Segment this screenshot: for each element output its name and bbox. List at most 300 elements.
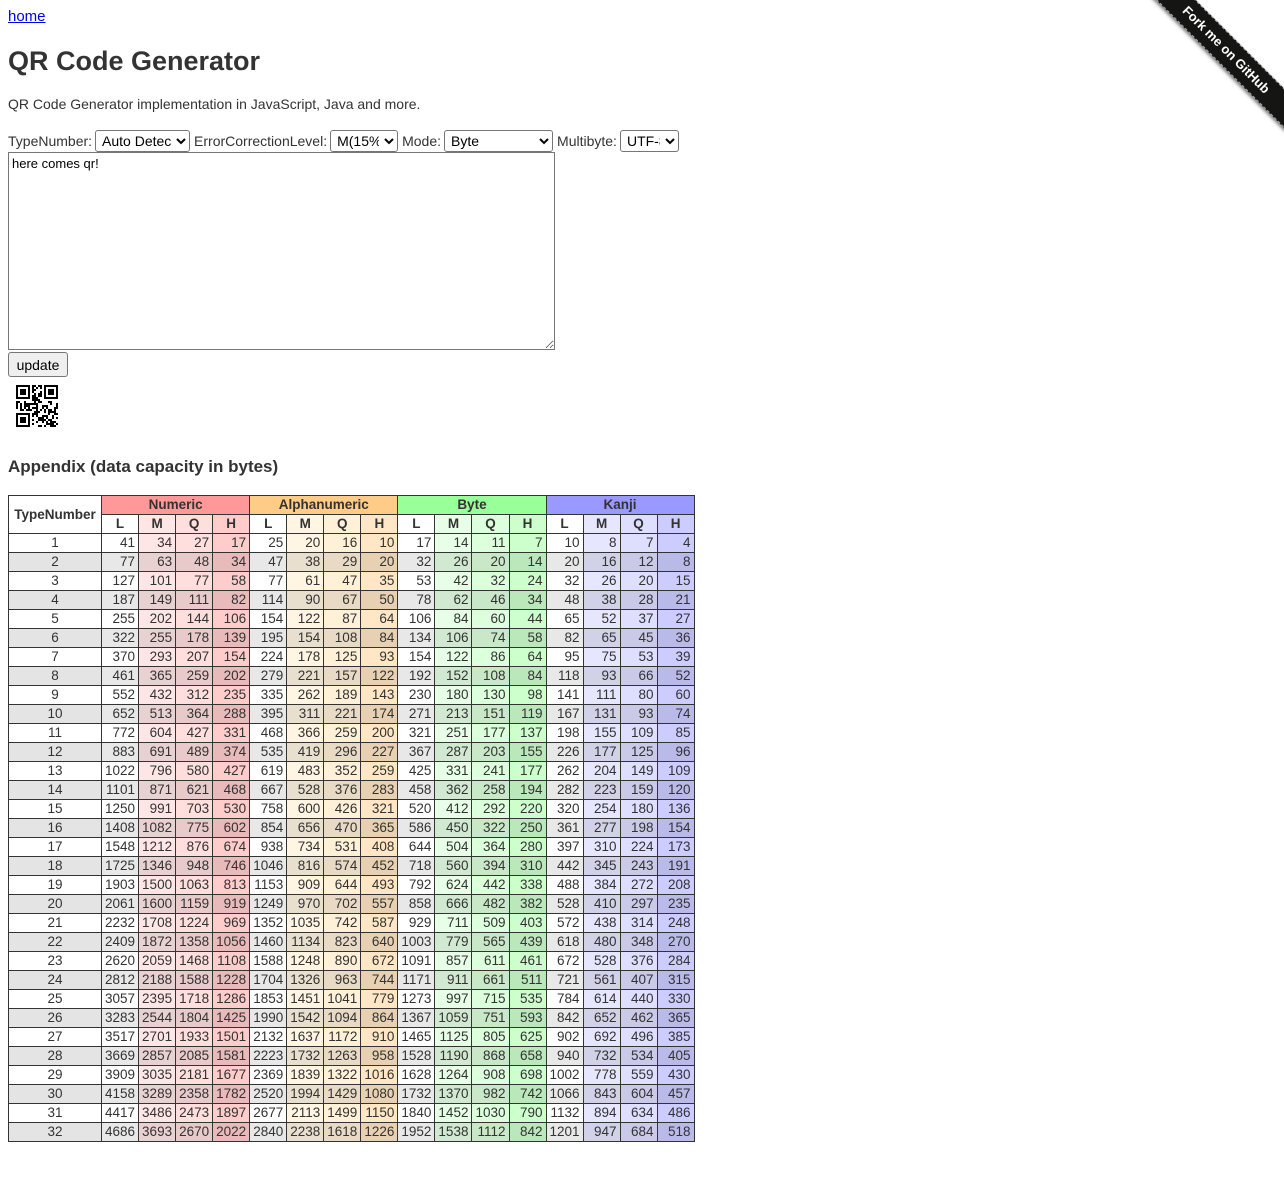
capacity-cell: 2670: [176, 1123, 213, 1142]
capacity-cell: 658: [509, 1047, 546, 1066]
level-header: H: [509, 515, 546, 534]
table-row: [9, 610, 695, 629]
capacity-cell: 430: [657, 1066, 694, 1085]
capacity-cell: 493: [361, 876, 398, 895]
capacity-cell: 154: [657, 819, 694, 838]
capacity-cell: 528: [546, 895, 583, 914]
capacity-cell: 412: [435, 800, 472, 819]
capacity-cell: 178: [176, 629, 213, 648]
capacity-cell: 109: [657, 762, 694, 781]
capacity-cell: 136: [657, 800, 694, 819]
capacity-cell: 470: [324, 819, 361, 838]
capacity-cell: 602: [213, 819, 250, 838]
capacity-cell: 611: [472, 952, 509, 971]
capacity-cell: 34: [509, 591, 546, 610]
capacity-cell: 1248: [287, 952, 324, 971]
capacity-cell: 461: [102, 667, 139, 686]
home-link[interactable]: home: [8, 8, 46, 25]
capacity-cell: 2473: [176, 1104, 213, 1123]
capacity-cell: 322: [472, 819, 509, 838]
table-row: [9, 971, 695, 990]
capacity-cell: 634: [620, 1104, 657, 1123]
table-row: [9, 572, 695, 591]
capacity-cell: 155: [583, 724, 620, 743]
capacity-cell: 310: [583, 838, 620, 857]
capacity-cell: 39: [657, 648, 694, 667]
capacity-cell: 640: [361, 933, 398, 952]
capacity-cell: 200: [361, 724, 398, 743]
capacity-cell: 106: [213, 610, 250, 629]
capacity-cell: 111: [583, 686, 620, 705]
capacity-cell: 1190: [435, 1047, 472, 1066]
capacity-cell: 482: [472, 895, 509, 914]
capacity-cell: 1201: [546, 1123, 583, 1142]
capacity-cell: 32: [472, 572, 509, 591]
qr-code-graphic: [16, 385, 58, 427]
capacity-cell: 382: [509, 895, 546, 914]
capacity-cell: 1108: [213, 952, 250, 971]
table-row: [9, 762, 695, 781]
table-row: [9, 553, 695, 572]
capacity-cell: 621: [176, 781, 213, 800]
capacity-cell: 224: [250, 648, 287, 667]
update-button[interactable]: update: [8, 352, 68, 377]
capacity-cell: 1212: [139, 838, 176, 857]
capacity-cell: 376: [620, 952, 657, 971]
capacity-cell: 259: [324, 724, 361, 743]
capacity-cell: 1370: [435, 1085, 472, 1104]
capacity-cell: 1172: [324, 1028, 361, 1047]
table-row: [9, 1085, 695, 1104]
capacity-cell: 45: [620, 629, 657, 648]
table-row: [9, 1047, 695, 1066]
capacity-cell: 511: [509, 971, 546, 990]
capacity-cell: 82: [213, 591, 250, 610]
capacity-cell: 3035: [139, 1066, 176, 1085]
capacity-cell: 262: [287, 686, 324, 705]
capacity-cell: 3669: [102, 1047, 139, 1066]
capacity-cell: 312: [176, 686, 213, 705]
capacity-cell: 345: [583, 857, 620, 876]
capacity-cell: 1273: [398, 990, 435, 1009]
table-row: [9, 1104, 695, 1123]
capacity-cell: 407: [620, 971, 657, 990]
capacity-cell: 480: [583, 933, 620, 952]
capacity-cell: 461: [509, 952, 546, 971]
capacity-cell: 427: [176, 724, 213, 743]
capacity-cell: 1933: [176, 1028, 213, 1047]
capacity-cell: 60: [472, 610, 509, 629]
table-row: [9, 705, 695, 724]
capacity-cell: 221: [287, 667, 324, 686]
capacity-cell: 1041: [324, 990, 361, 1009]
capacity-cell: 644: [398, 838, 435, 857]
capacity-cell: 106: [398, 610, 435, 629]
capacity-cell: 784: [546, 990, 583, 1009]
capacity-cell: 311: [287, 705, 324, 724]
capacity-cell: 560: [435, 857, 472, 876]
capacity-cell: 2238: [287, 1123, 324, 1142]
capacity-cell: 2085: [176, 1047, 213, 1066]
capacity-cell: 192: [398, 667, 435, 686]
capacity-cell: 154: [287, 629, 324, 648]
capacity-cell: 947: [583, 1123, 620, 1142]
capacity-cell: 652: [583, 1009, 620, 1028]
capacity-cell: 149: [620, 762, 657, 781]
capacity-cell: 2701: [139, 1028, 176, 1047]
capacity-cell: 910: [361, 1028, 398, 1047]
capacity-cell: 1677: [213, 1066, 250, 1085]
capacity-cell: 1872: [139, 933, 176, 952]
capacity-cell: 335: [250, 686, 287, 705]
capacity-cell: 152: [435, 667, 472, 686]
level-header: M: [139, 515, 176, 534]
capacity-cell: 134: [398, 629, 435, 648]
capacity-cell: 1352: [250, 914, 287, 933]
capacity-cell: 894: [583, 1104, 620, 1123]
capacity-cell: 758: [250, 800, 287, 819]
capacity-cell: 230: [398, 686, 435, 705]
capacity-cell: 1588: [176, 971, 213, 990]
table-row: [9, 1009, 695, 1028]
capacity-cell: 531: [324, 838, 361, 857]
capacity-cell: 64: [509, 648, 546, 667]
capacity-cell: 483: [287, 762, 324, 781]
capacity-cell: 2620: [102, 952, 139, 971]
capacity-cell: 143: [361, 686, 398, 705]
capacity-cell: 919: [213, 895, 250, 914]
capacity-cell: 271: [398, 705, 435, 724]
capacity-cell: 2840: [250, 1123, 287, 1142]
capacity-cell: 970: [287, 895, 324, 914]
capacity-cell: 574: [324, 857, 361, 876]
capacity-cell: 672: [546, 952, 583, 971]
capacity-cell: 1056: [213, 933, 250, 952]
capacity-cell: 20: [620, 572, 657, 591]
capacity-cell: 1725: [102, 857, 139, 876]
capacity-cell: 38: [287, 553, 324, 572]
capacity-cell: 352: [324, 762, 361, 781]
capacity-cell: 376: [324, 781, 361, 800]
capacity-cell: 744: [361, 971, 398, 990]
capacity-cell: 1134: [287, 933, 324, 952]
capacity-cell: 16: [324, 534, 361, 553]
capacity-cell: 78: [398, 591, 435, 610]
type-number-label: TypeNumber:: [8, 133, 93, 149]
capacity-cell: 24: [509, 572, 546, 591]
capacity-cell: 67: [324, 591, 361, 610]
capacity-cell: 902: [546, 1028, 583, 1047]
level-header: H: [213, 515, 250, 534]
capacity-cell: 534: [620, 1047, 657, 1066]
type-number-cell: 30: [9, 1085, 102, 1104]
capacity-cell: 130: [472, 686, 509, 705]
capacity-cell: 25: [250, 534, 287, 553]
multibyte-select[interactable]: [620, 130, 679, 152]
capacity-cell: 366: [287, 724, 324, 743]
capacity-cell: 1094: [324, 1009, 361, 1028]
capacity-cell: 489: [176, 743, 213, 762]
capacity-cell: 452: [361, 857, 398, 876]
capacity-cell: 796: [139, 762, 176, 781]
capacity-cell: 65: [546, 610, 583, 629]
capacity-cell: 618: [546, 933, 583, 952]
capacity-cell: 180: [620, 800, 657, 819]
capacity-cell: 559: [620, 1066, 657, 1085]
capacity-cell: 751: [472, 1009, 509, 1028]
capacity-cell: 198: [620, 819, 657, 838]
type-number-cell: 20: [9, 895, 102, 914]
capacity-cell: 1132: [546, 1104, 583, 1123]
capacity-cell: 203: [472, 743, 509, 762]
capacity-cell: 909: [287, 876, 324, 895]
level-header: Q: [472, 515, 509, 534]
capacity-cell: 1637: [287, 1028, 324, 1047]
capacity-cell: 948: [176, 857, 213, 876]
capacity-cell: 189: [324, 686, 361, 705]
capacity-cell: 1322: [324, 1066, 361, 1085]
level-header: Q: [324, 515, 361, 534]
capacity-cell: 940: [546, 1047, 583, 1066]
type-number-cell: 4: [9, 591, 102, 610]
capacity-cell: 572: [546, 914, 583, 933]
capacity-cell: 213: [435, 705, 472, 724]
capacity-cell: 661: [472, 971, 509, 990]
capacity-cell: 64: [361, 610, 398, 629]
capacity-cell: 284: [657, 952, 694, 971]
capacity-cell: 1618: [324, 1123, 361, 1142]
capacity-cell: 715: [472, 990, 509, 1009]
capacity-cell: 721: [546, 971, 583, 990]
type-number-cell: 18: [9, 857, 102, 876]
capacity-cell: 1501: [213, 1028, 250, 1047]
capacity-cell: 1101: [102, 781, 139, 800]
capacity-cell: 3283: [102, 1009, 139, 1028]
capacity-cell: 174: [361, 705, 398, 724]
capacity-cell: 2812: [102, 971, 139, 990]
capacity-cell: 2544: [139, 1009, 176, 1028]
capacity-cell: 1628: [398, 1066, 435, 1085]
capacity-cell: 3517: [102, 1028, 139, 1047]
capacity-cell: 177: [583, 743, 620, 762]
capacity-cell: 154: [398, 648, 435, 667]
capacity-cell: 297: [620, 895, 657, 914]
capacity-cell: 48: [176, 553, 213, 572]
capacity-cell: 1046: [250, 857, 287, 876]
capacity-cell: 600: [287, 800, 324, 819]
capacity-cell: 1030: [472, 1104, 509, 1123]
capacity-cell: 1082: [139, 819, 176, 838]
capacity-cell: 552: [102, 686, 139, 705]
capacity-cell: 1718: [176, 990, 213, 1009]
type-number-cell: 25: [9, 990, 102, 1009]
capacity-cell: 167: [546, 705, 583, 724]
table-row: [9, 1066, 695, 1085]
capacity-cell: 1460: [250, 933, 287, 952]
capacity-cell: 292: [472, 800, 509, 819]
capacity-cell: 362: [435, 781, 472, 800]
group-header: Alphanumeric: [250, 496, 398, 515]
level-header: Q: [176, 515, 213, 534]
type-number-cell: 9: [9, 686, 102, 705]
capacity-cell: 843: [583, 1085, 620, 1104]
capacity-cell: 427: [213, 762, 250, 781]
capacity-cell: 969: [213, 914, 250, 933]
capacity-cell: 395: [250, 705, 287, 724]
capacity-cell: 1548: [102, 838, 139, 857]
capacity-cell: 457: [657, 1085, 694, 1104]
capacity-cell: 890: [324, 952, 361, 971]
capacity-cell: 805: [472, 1028, 509, 1047]
capacity-cell: 528: [287, 781, 324, 800]
type-number-cell: 21: [9, 914, 102, 933]
capacity-cell: 32: [398, 553, 435, 572]
capacity-cell: 155: [509, 743, 546, 762]
capacity-cell: 468: [213, 781, 250, 800]
capacity-cell: 15: [657, 572, 694, 591]
type-number-cell: 26: [9, 1009, 102, 1028]
capacity-cell: 122: [287, 610, 324, 629]
capacity-cell: 248: [657, 914, 694, 933]
table-row: [9, 591, 695, 610]
qr-text-input[interactable]: [8, 152, 555, 350]
capacity-cell: 842: [509, 1123, 546, 1142]
capacity-cell: 74: [472, 629, 509, 648]
capacity-cell: 1150: [361, 1104, 398, 1123]
capacity-cell: 26: [583, 572, 620, 591]
capacity-cell: 587: [361, 914, 398, 933]
capacity-cell: 173: [657, 838, 694, 857]
capacity-cell: 338: [509, 876, 546, 895]
capacity-cell: 1249: [250, 895, 287, 914]
capacity-cell: 2188: [139, 971, 176, 990]
capacity-cell: 137: [509, 724, 546, 743]
capacity-cell: 243: [620, 857, 657, 876]
capacity-cell: 53: [398, 572, 435, 591]
capacity-cell: 1732: [398, 1085, 435, 1104]
capacity-cell: 403: [509, 914, 546, 933]
capacity-cell: 746: [213, 857, 250, 876]
mode-select[interactable]: [444, 130, 553, 152]
capacity-cell: 119: [509, 705, 546, 724]
capacity-cell: 1171: [398, 971, 435, 990]
type-number-cell: 24: [9, 971, 102, 990]
capacity-cell: 1003: [398, 933, 435, 952]
fork-on-github-ribbon[interactable]: [1135, 0, 1284, 149]
capacity-cell: 405: [657, 1047, 694, 1066]
capacity-cell: 221: [324, 705, 361, 724]
capacity-cell: 41: [102, 534, 139, 553]
capacity-cell: 87: [324, 610, 361, 629]
capacity-cell: 1542: [287, 1009, 324, 1028]
capacity-cell: 1159: [176, 895, 213, 914]
capacity-cell: 277: [583, 819, 620, 838]
capacity-cell: 93: [583, 667, 620, 686]
capacity-cell: 32: [546, 572, 583, 591]
capacity-cell: 47: [324, 572, 361, 591]
capacity-cell: 565: [472, 933, 509, 952]
type-number-cell: 29: [9, 1066, 102, 1085]
capacity-cell: 198: [546, 724, 583, 743]
capacity-cell: 10: [361, 534, 398, 553]
capacity-cell: 50: [361, 591, 398, 610]
type-number-select[interactable]: [95, 130, 190, 152]
capacity-cell: 348: [620, 933, 657, 952]
capacity-cell: 711: [435, 914, 472, 933]
capacity-cell: 52: [583, 610, 620, 629]
fork-ribbon-label: Fork me on GitHub: [1145, 0, 1284, 131]
capacity-cell: 204: [583, 762, 620, 781]
type-number-cell: 2: [9, 553, 102, 572]
capacity-cell: 361: [546, 819, 583, 838]
capacity-cell: 586: [398, 819, 435, 838]
capacity-cell: 742: [324, 914, 361, 933]
capacity-cell: 14: [435, 534, 472, 553]
error-correction-select[interactable]: [330, 130, 398, 152]
capacity-cell: 1708: [139, 914, 176, 933]
capacity-cell: 127: [102, 572, 139, 591]
capacity-cell: 320: [546, 800, 583, 819]
capacity-cell: 58: [213, 572, 250, 591]
capacity-cell: 36: [657, 629, 694, 648]
capacity-cell: 1588: [250, 952, 287, 971]
capacity-cell: 259: [176, 667, 213, 686]
capacity-cell: 270: [657, 933, 694, 952]
capacity-cell: 2677: [250, 1104, 287, 1123]
capacity-cell: 29: [324, 553, 361, 572]
capacity-cell: 779: [435, 933, 472, 952]
page-title: QR Code Generator: [8, 46, 261, 76]
capacity-cell: 718: [398, 857, 435, 876]
capacity-cell: 20: [287, 534, 324, 553]
capacity-cell: 315: [657, 971, 694, 990]
capacity-cell: 282: [546, 781, 583, 800]
capacity-cell: 177: [472, 724, 509, 743]
level-header-row: [9, 515, 695, 534]
capacity-cell: 27: [657, 610, 694, 629]
capacity-cell: 74: [657, 705, 694, 724]
table-row: [9, 895, 695, 914]
capacity-cell: 120: [657, 781, 694, 800]
capacity-cell: 1153: [250, 876, 287, 895]
capacity-cell: 619: [250, 762, 287, 781]
capacity-cell: 258: [472, 781, 509, 800]
capacity-cell: 1500: [139, 876, 176, 895]
capacity-cell: 1600: [139, 895, 176, 914]
type-number-cell: 22: [9, 933, 102, 952]
capacity-cell: 1002: [546, 1066, 583, 1085]
table-row: [9, 990, 695, 1009]
capacity-cell: 408: [361, 838, 398, 857]
capacity-cell: 2520: [250, 1085, 287, 1104]
capacity-cell: 816: [287, 857, 324, 876]
capacity-cell: 1091: [398, 952, 435, 971]
capacity-cell: 3909: [102, 1066, 139, 1085]
capacity-cell: 77: [250, 572, 287, 591]
capacity-cell: 614: [583, 990, 620, 1009]
capacity-cell: 1066: [546, 1085, 583, 1104]
capacity-cell: 991: [139, 800, 176, 819]
capacity-cell: 95: [546, 648, 583, 667]
capacity-cell: 397: [546, 838, 583, 857]
capacity-cell: 157: [324, 667, 361, 686]
capacity-cell: 3057: [102, 990, 139, 1009]
capacity-cell: 109: [620, 724, 657, 743]
type-number-cell: 27: [9, 1028, 102, 1047]
capacity-cell: 535: [250, 743, 287, 762]
capacity-cell: 1408: [102, 819, 139, 838]
capacity-cell: 226: [546, 743, 583, 762]
